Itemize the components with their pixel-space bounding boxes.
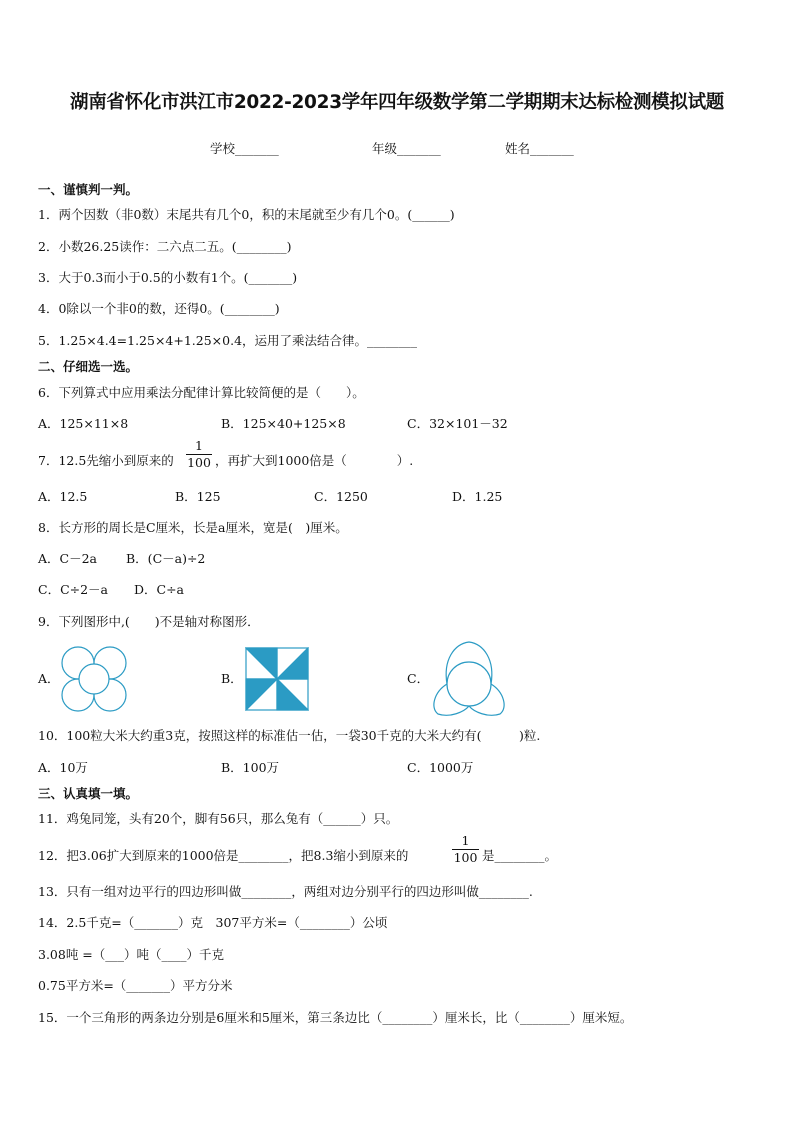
question-7-post: ，再扩大到1000倍是（ ）. bbox=[215, 453, 414, 468]
q8-option-a[interactable]: A．C－2a bbox=[38, 551, 97, 566]
q7-option-d[interactable]: D．1.25 bbox=[452, 489, 503, 504]
question-2: 2．小数26.25读作：二六点二五。(________) bbox=[38, 239, 292, 254]
question-11: 11．鸡兔同笼，头有20个，脚有56只，那么兔有（______）只。 bbox=[38, 811, 399, 826]
section-2-heading: 二、仔细选一选。 bbox=[38, 359, 139, 374]
q8-option-b[interactable]: B．(C－a)÷2 bbox=[126, 551, 206, 566]
q12-fraction bbox=[452, 834, 479, 865]
q6-option-b[interactable]: B．125×40+125×8 bbox=[221, 416, 346, 431]
question-4: 4．0除以一个非0的数，还得0。(________) bbox=[38, 301, 280, 316]
trefoil-left-lobe bbox=[434, 684, 469, 715]
question-3: 3．大于0.3而小于0.5的小数有1个。(_______) bbox=[38, 270, 298, 285]
school-field[interactable]: 学校_______ bbox=[210, 141, 279, 156]
section-3-heading: 三、认真填一填。 bbox=[38, 786, 139, 801]
question-14-line-1: 14．2.5千克=（_______）克 307平方米=（________）公顷 bbox=[38, 915, 388, 930]
q9-option-c[interactable]: C． bbox=[407, 671, 430, 686]
pinwheel-blade-4 bbox=[246, 679, 277, 710]
page-title: 湖南省怀化市洪江市2022-2023学年四年级数学第二学期期末达标检测模拟试题 bbox=[70, 92, 724, 113]
trefoil-figure bbox=[428, 640, 510, 718]
question-15: 15．一个三角形的两条边分别是6厘米和5厘米，第三条边比（________）厘米长，比（________）厘米短。 bbox=[38, 1010, 633, 1025]
question-8: 8．长方形的周长是C厘米，长是a厘米，宽是( )厘米。 bbox=[38, 520, 348, 535]
q7-option-c[interactable]: C．1250 bbox=[314, 489, 368, 504]
q10-option-c[interactable]: C．1000万 bbox=[407, 760, 474, 775]
flower-figure bbox=[60, 645, 128, 713]
q10-option-b[interactable]: B．100万 bbox=[221, 760, 280, 775]
trefoil-center-circle bbox=[447, 662, 491, 706]
q7-option-a[interactable]: A．12.5 bbox=[38, 489, 88, 504]
q9-option-b[interactable]: B． bbox=[221, 671, 243, 686]
trefoil-right-lobe bbox=[469, 684, 504, 715]
question-12-post: 是________。 bbox=[482, 848, 558, 863]
q9-option-a[interactable]: A． bbox=[38, 671, 60, 686]
q6-option-c[interactable]: C．32×101－32 bbox=[407, 416, 508, 431]
pinwheel-blade-3 bbox=[277, 679, 308, 710]
q7-fraction bbox=[186, 439, 212, 470]
question-1: 1．两个因数（非0数）末尾共有几个0，积的末尾就至少有几个0。(______) bbox=[38, 207, 455, 222]
grade-field[interactable]: 年级_______ bbox=[372, 141, 441, 156]
question-13: 13．只有一组对边平行的四边形叫做________，两组对边分别平行的四边形叫做________. bbox=[38, 884, 533, 899]
question-6: 6．下列算式中应用乘法分配律计算比较简便的是（ ）。 bbox=[38, 385, 365, 400]
question-5: 5．1.25×4.4=1.25×4+1.25×0.4，运用了乘法结合律。________ bbox=[38, 333, 418, 348]
q7-fraction-numerator: 1 bbox=[195, 438, 203, 453]
question-10: 10．100粒大米大约重3克，按照这样的标准估一估，一袋30千克的大米大约有( )粒. bbox=[38, 728, 541, 743]
question-7-pre: 7．12.5先缩小到原来的 bbox=[38, 453, 174, 468]
q12-fraction-numerator: 1 bbox=[461, 833, 470, 848]
question-14-line-3: 0.75平方米=（_______）平方分米 bbox=[38, 978, 233, 993]
pinwheel-blade-1 bbox=[246, 648, 277, 679]
q8-option-c[interactable]: C．C÷2－a bbox=[38, 582, 109, 597]
q7-option-b[interactable]: B．125 bbox=[175, 489, 221, 504]
q7-fraction-denominator: 100 bbox=[187, 455, 211, 470]
question-9: 9．下列图形中,( )不是轴对称图形． bbox=[38, 614, 260, 629]
q6-option-a[interactable]: A．125×11×8 bbox=[38, 416, 129, 431]
question-14-line-2: 3.08吨 =（___）吨（____）千克 bbox=[38, 947, 225, 962]
q8-option-d[interactable]: D．C÷a bbox=[134, 582, 185, 597]
trefoil-top-lobe bbox=[446, 642, 492, 684]
q10-option-a[interactable]: A．10万 bbox=[38, 760, 88, 775]
name-field[interactable]: 姓名_______ bbox=[505, 141, 574, 156]
q12-fraction-denominator: 100 bbox=[453, 850, 478, 865]
pinwheel-figure bbox=[245, 647, 309, 711]
section-1-heading: 一、谨慎判一判。 bbox=[38, 182, 139, 197]
flower-center bbox=[79, 664, 109, 694]
question-12-pre: 12．把3.06扩大到原来的1000倍是________，把8.3缩小到原来的 bbox=[38, 848, 409, 863]
pinwheel-blade-2 bbox=[277, 648, 308, 679]
